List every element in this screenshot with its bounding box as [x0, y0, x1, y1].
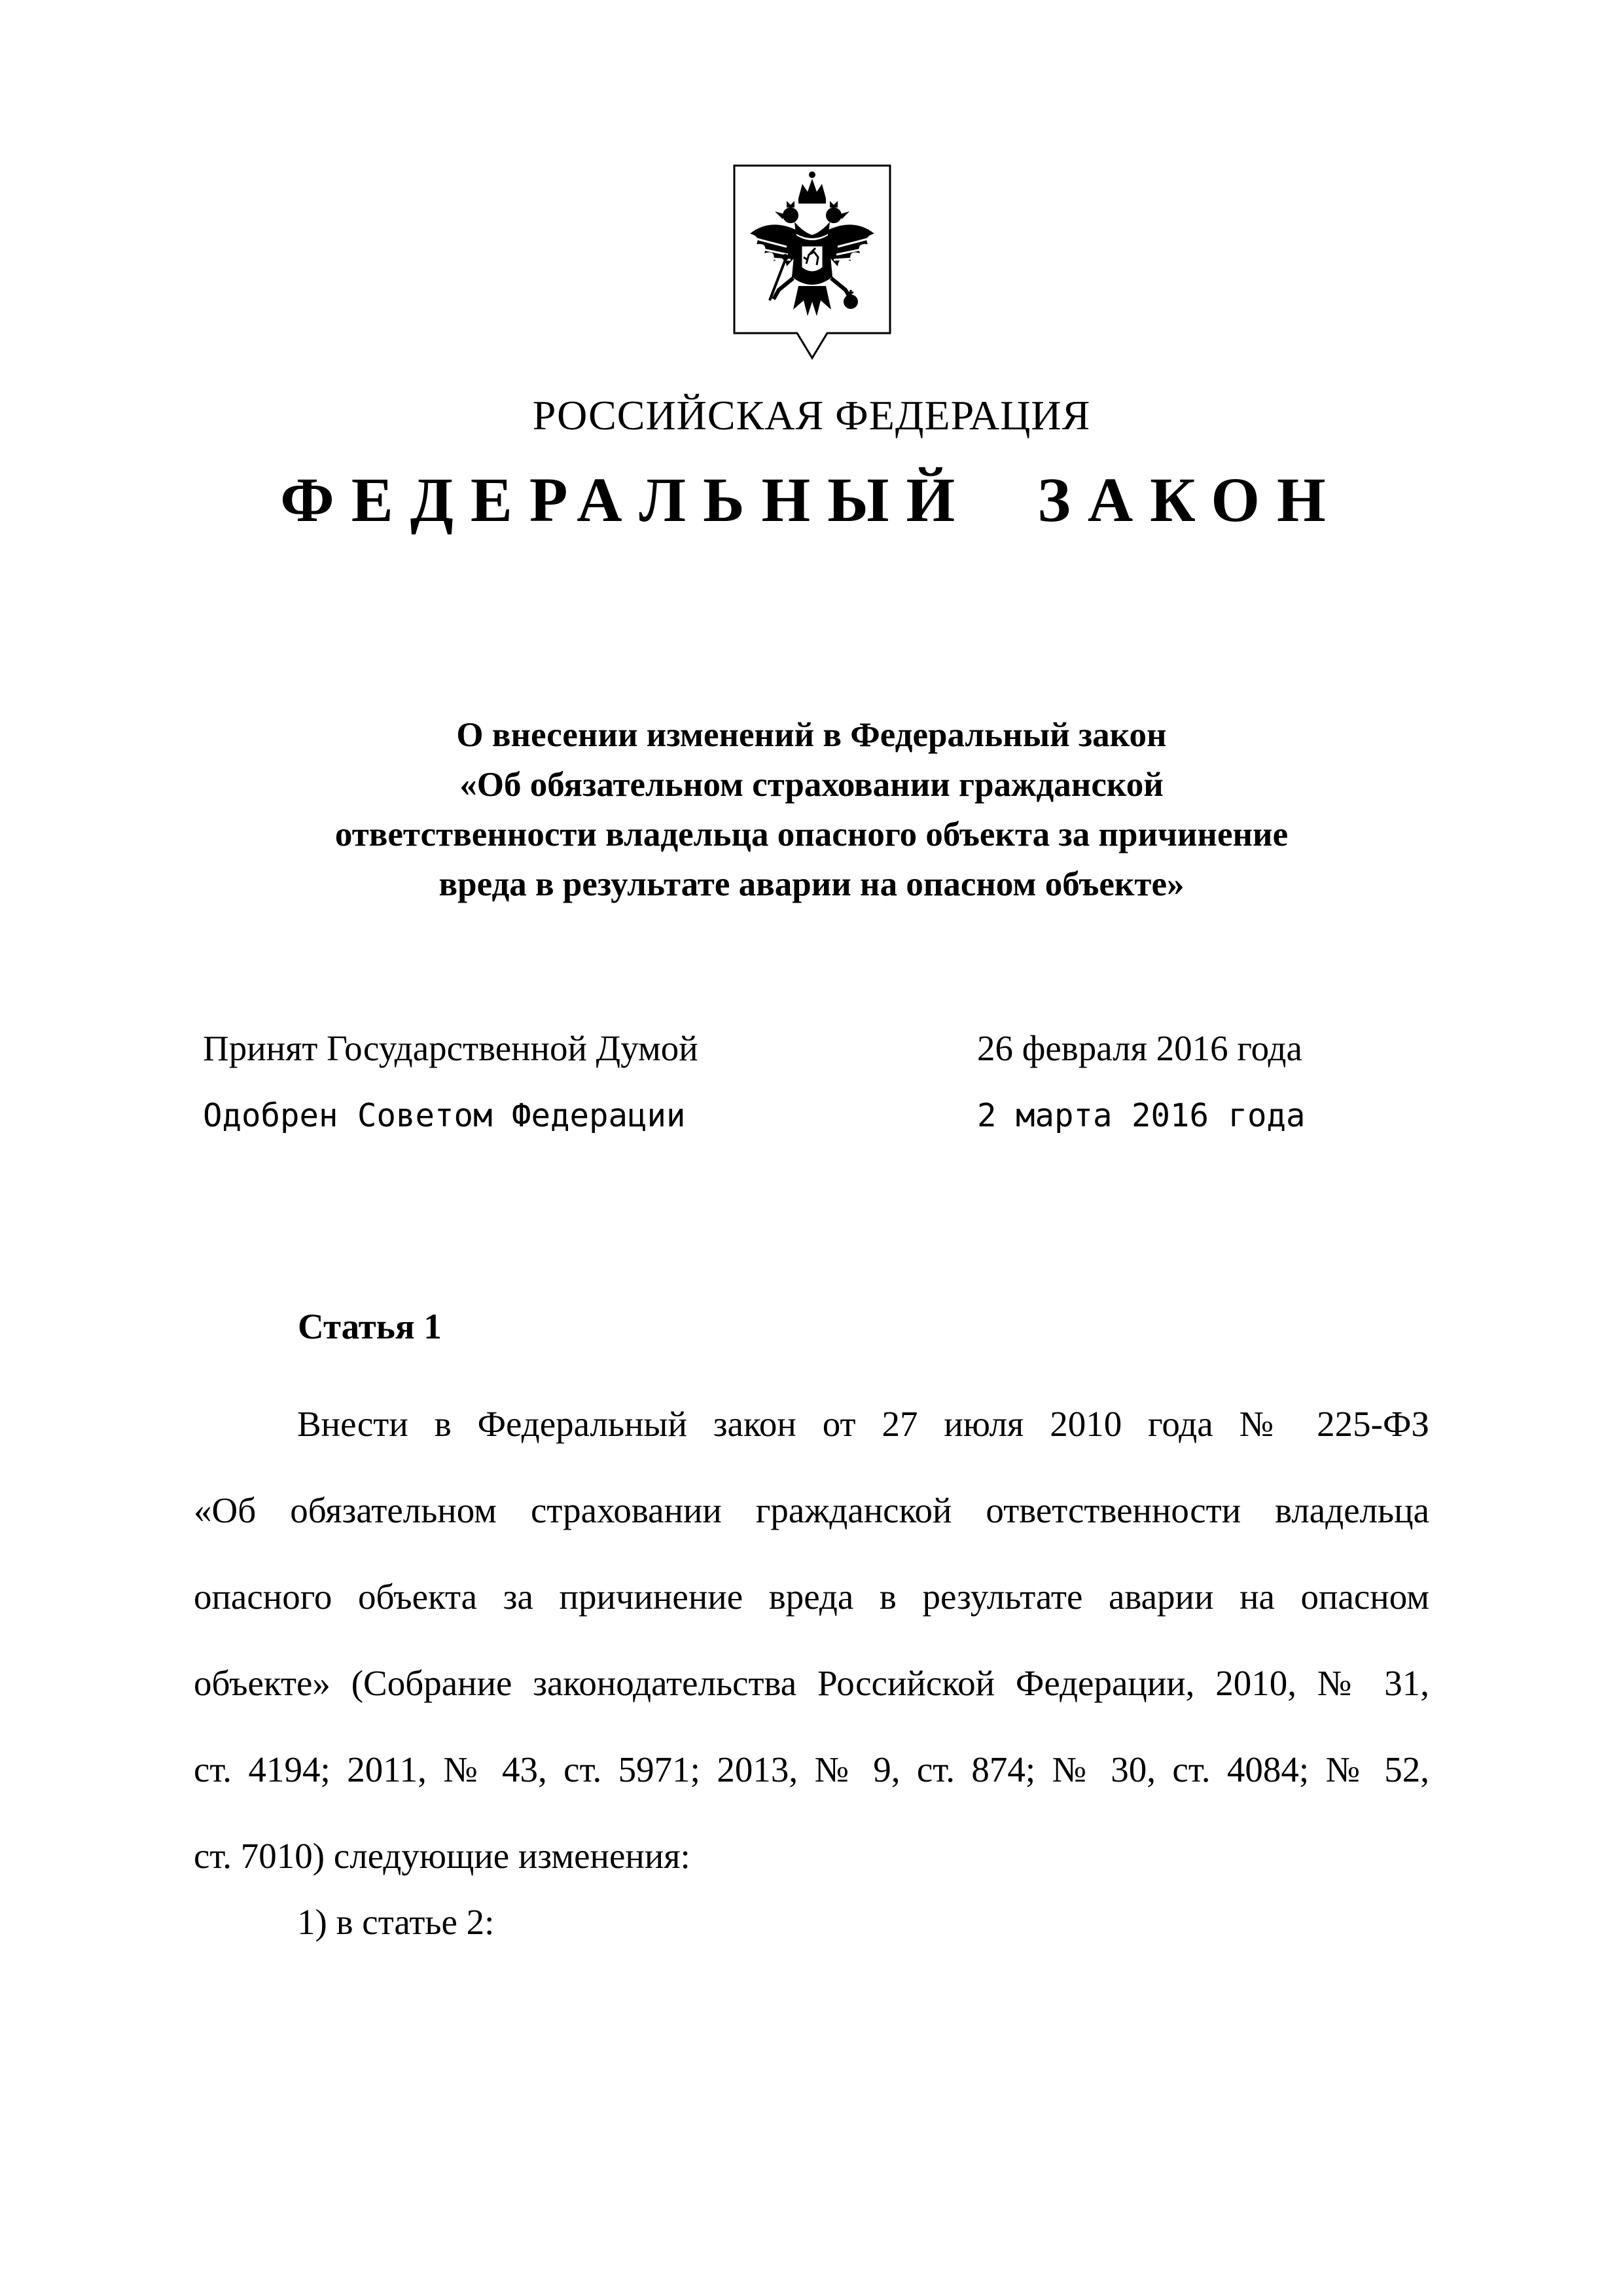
- adoption-council-date: 2 марта 2016 года: [977, 1097, 1306, 1134]
- country-name: РОССИЙСКАЯ ФЕДЕРАЦИЯ: [532, 392, 1091, 439]
- body-line: объекте» (Собрание законодательства Российской Федерации, 2010, № 31,: [194, 1663, 1429, 1703]
- body-line: Внести в Федеральный закон от 27 июля 2010 года № 225-ФЗ: [297, 1404, 1429, 1444]
- law-title-line: «Об обязательном страховании гражданской: [459, 766, 1164, 804]
- law-title-line: О внесении изменений в Федеральный закон: [456, 716, 1167, 754]
- article-heading: Статья 1: [298, 1306, 442, 1346]
- law-title-line: вреда в результате аварии на опасном объекте»: [438, 865, 1185, 903]
- body-line: ст. 4194; 2011, № 43, ст. 5971; 2013, № 9, ст. 874; № 30, ст. 4084; № 52,: [194, 1749, 1429, 1789]
- adoption-council-label: Одобрен Советом Федерации: [203, 1097, 686, 1134]
- document-type: ФЕДЕРАЛЬНЫЙ ЗАКОН: [280, 465, 1343, 535]
- adoption-duma-row: [0, 1028, 1623, 1080]
- adoption-duma-date: 26 февраля 2016 года: [977, 1028, 1302, 1068]
- law-title-line: ответственности владельца опасного объекта за причинение: [334, 816, 1289, 853]
- article-body: [194, 1381, 1429, 1899]
- body-line: «Об обязательном страховании гражданской ответственности владельца: [194, 1490, 1429, 1530]
- adoption-duma-label: Принят Государственной Думой: [203, 1028, 698, 1068]
- russian-coat-of-arms-icon: [730, 162, 894, 363]
- body-line: ст. 7010) следующие изменения:: [194, 1836, 690, 1876]
- law-title: [0, 710, 1623, 909]
- body-line: опасного объекта за причинение вреда в результате аварии на опасном: [194, 1577, 1429, 1617]
- article-item: 1) в статье 2:: [297, 1902, 495, 1942]
- adoption-council-row: [0, 1097, 1623, 1149]
